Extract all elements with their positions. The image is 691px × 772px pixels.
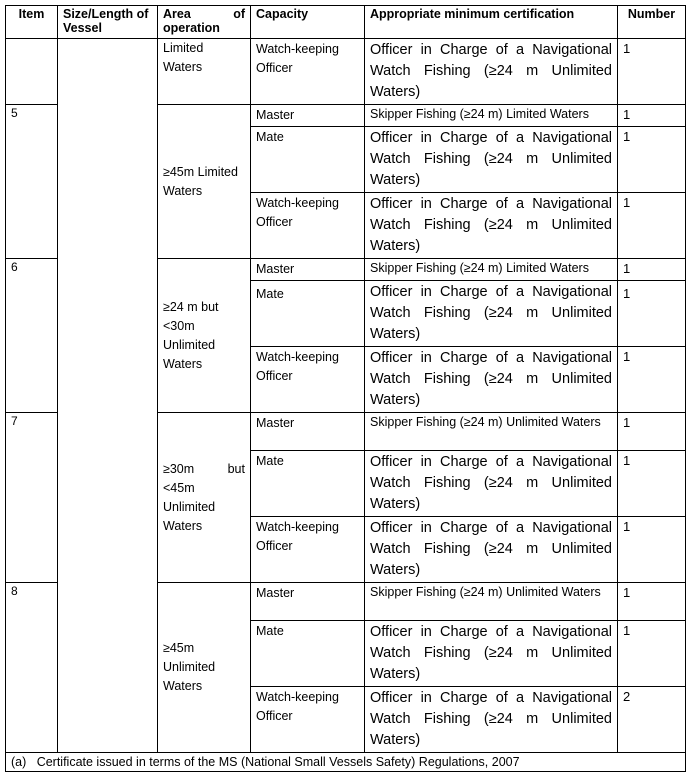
area-line: Unlimited [163,499,216,514]
size-length-cell [58,39,158,753]
area-cell: ≥45m Limited Waters [158,105,251,259]
number-cell: 1 [618,105,686,127]
header-size-length: Size/Length of Vessel [58,6,158,39]
document-page [5,5,685,772]
area-cell: ≥45m Unlimited Waters [158,583,251,753]
header-area-word1: Area [163,7,191,21]
number-cell: 1 [618,193,686,259]
number-cell: 1 [618,583,686,621]
certification-cell: Officer in Charge of a Navigational Watch Fishing (≥24 m Unlimited Waters) [365,687,618,753]
area-line: ≥30m [163,461,195,476]
certification-cell: Officer in Charge of a Navigational Watch Fishing (≥24 m Unlimited Waters) [365,193,618,259]
footnote: (a) Certificate issued in terms of the MS (National Small Vessels Safety) Regulations, 2007 [6,753,686,772]
item-cell [6,39,58,105]
capacity-cell: Mate [251,281,365,347]
number-cell: 1 [618,621,686,687]
capacity-cell: Mate [251,451,365,517]
item-cell: 7 [6,413,58,583]
area-cell: ≥24 m but <30m Unlimited Waters [158,259,251,413]
area-cell [158,413,251,583]
capacity-cell: Watch-keeping Officer [251,347,365,413]
certification-cell: Officer in Charge of a Navigational Watch Fishing (≥24 m Unlimited Waters) [365,347,618,413]
number-cell: 1 [618,347,686,413]
certification-cell: Skipper Fishing (≥24 m) Unlimited Waters [365,413,618,451]
capacity-cell: Mate [251,621,365,687]
certification-cell: Officer in Charge of a Navigational Watch Fishing (≥24 m Unlimited Waters) [365,281,618,347]
number-cell: 1 [618,127,686,193]
footnote-row [6,753,686,772]
item-cell: 8 [6,583,58,753]
number-cell: 1 [618,517,686,583]
header-area-word3: operation [163,21,220,35]
header-number: Number [618,6,686,39]
capacity-cell: Watch-keeping Officer [251,517,365,583]
certification-cell: Skipper Fishing (≥24 m) Unlimited Waters [365,583,618,621]
item-cell: 6 [6,259,58,413]
certification-cell: Officer in Charge of a Navigational Watch Fishing (≥24 m Unlimited Waters) [365,621,618,687]
area-line: <45m [163,480,195,495]
capacity-cell: Master [251,583,365,621]
certification-cell: Officer in Charge of a Navigational Watch Fishing (≥24 m Unlimited Waters) [365,39,618,105]
header-row [6,6,686,39]
capacity-cell: Mate [251,127,365,193]
capacity-cell: Master [251,259,365,281]
number-cell: 1 [618,413,686,451]
table-row [6,39,686,105]
header-certification: Appropriate minimum certification [365,6,618,39]
capacity-cell: Watch-keeping Officer [251,687,365,753]
item-cell: 5 [6,105,58,259]
header-area-word2: of [233,7,245,21]
certification-cell: Skipper Fishing (≥24 m) Limited Waters [365,105,618,127]
certification-cell: Officer in Charge of a Navigational Watch Fishing (≥24 m Unlimited Waters) [365,451,618,517]
area-cell: Limited Waters [158,39,251,105]
number-cell: 2 [618,687,686,753]
certification-cell: Officer in Charge of a Navigational Watch Fishing (≥24 m Unlimited Waters) [365,127,618,193]
capacity-cell: Master [251,413,365,451]
area-line: Waters [163,518,203,533]
certification-cell: Skipper Fishing (≥24 m) Limited Waters [365,259,618,281]
number-cell: 1 [618,39,686,105]
header-capacity: Capacity [251,6,365,39]
capacity-cell: Watch-keeping Officer [251,39,365,105]
header-item: Item [6,6,58,39]
number-cell: 1 [618,451,686,517]
number-cell: 1 [618,281,686,347]
area-line: but [227,461,245,476]
capacity-cell: Master [251,105,365,127]
capacity-cell: Watch-keeping Officer [251,193,365,259]
crew-certification-table [5,5,686,772]
certification-cell: Officer in Charge of a Navigational Watch Fishing (≥24 m Unlimited Waters) [365,517,618,583]
number-cell: 1 [618,259,686,281]
header-area [158,6,251,39]
